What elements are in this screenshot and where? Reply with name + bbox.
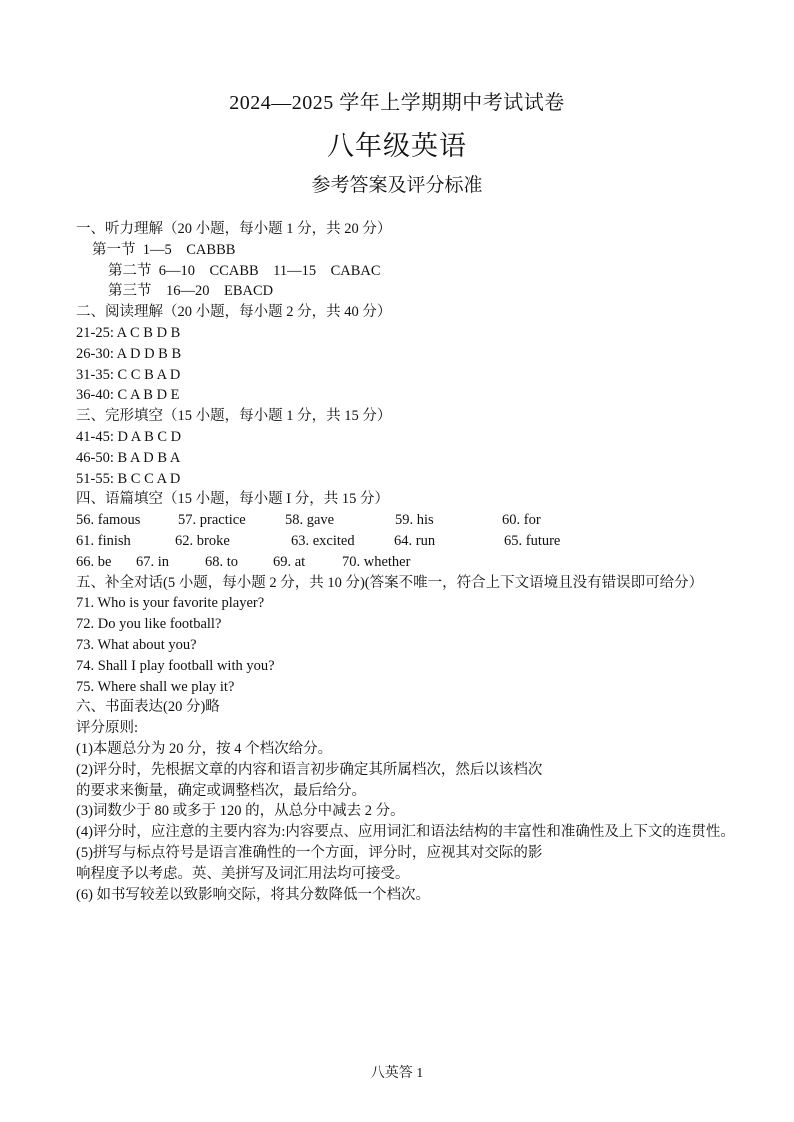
dialogue-answer: 74. Shall I play football with you? (76, 657, 275, 674)
grammar-answer: 63. excited (291, 532, 355, 549)
cloze-answer-line: 51-55: B C C A D (76, 470, 181, 487)
grammar-answer: 59. his (395, 512, 434, 529)
subject-title: 八年级英语 (327, 131, 467, 161)
grammar-answer: 61. finish (76, 532, 131, 549)
grammar-answer: 64. run (394, 532, 436, 549)
grammar-heading: 四、语篇填空（15 小题，每小题 I 分，共 15 分） (76, 491, 389, 508)
page-footer-label: 八英答 1 (370, 1066, 424, 1081)
writing-heading: 六、书面表达(20 分)略 (76, 699, 220, 716)
listening-part-2: 第二节 6—10 CCABB 11—15 CABAC (108, 262, 381, 279)
grammar-answer: 58. gave (285, 512, 335, 529)
grammar-answer: 69. at (273, 553, 306, 570)
listening-part-3: 第三节 16—20 EBACD (108, 283, 274, 300)
scoring-rule: (4)评分时，应注意的主要内容为:内容要点、应用词汇和语法结构的丰富性和准确性及上下文的连贯性。 (76, 824, 735, 841)
grammar-answer: 70. whether (342, 553, 411, 570)
reading-answer-line: 31-35: C C B A D (76, 366, 181, 383)
reading-heading: 二、阅读理解（20 小题，每小题 2 分，共 40 分） (76, 304, 392, 321)
cloze-answer-line: 46-50: B A D B A (76, 449, 181, 466)
answer-key-body (76, 219, 736, 905)
grammar-answer: 57. practice (178, 512, 246, 529)
grammar-answer-row (76, 510, 736, 531)
grammar-answer: 68. to (205, 553, 239, 570)
grammar-answer: 66. be (76, 553, 112, 570)
grammar-answer: 56. famous (76, 512, 141, 529)
cloze-answer-line: 41-45: D A B C D (76, 428, 182, 445)
scoring-rule: (2)评分时，先根据文章的内容和语言初步确定其所属档次，然后以该档次 (76, 761, 543, 778)
scoring-principle-label: 评分原则: (76, 720, 139, 737)
scoring-rule: (1)本题总分为 20 分，按 4 个档次给分。 (76, 740, 333, 757)
grammar-answer-row (76, 531, 736, 552)
cloze-heading: 三、完形填空（15 小题，每小题 1 分，共 15 分） (76, 408, 392, 425)
dialogue-answer: 73. What about you? (76, 636, 197, 653)
reading-answer-line: 26-30: A D D B B (76, 345, 182, 362)
listening-part-1: 第一节 1—5 CABBB (92, 241, 236, 258)
scoring-rule: (3)词数少于 80 或多于 120 的，从总分中减去 2 分。 (76, 803, 405, 820)
dialogue-answer: 72. Do you like football? (76, 616, 222, 633)
grammar-answer: 62. broke (175, 532, 230, 549)
exam-title: 2024—2025 学年上学期期中考试试卷 (229, 92, 565, 114)
dialogue-heading: 五、补全对话(5 小题，每小题 2 分，共 10 分)(答案不唯一，符合上下文语境且没有错误即可给分） (76, 574, 704, 591)
grammar-answer: 60. for (502, 512, 541, 529)
scoring-rule: 响程度予以考虑。英、美拼写及词汇用法均可接受。 (76, 865, 410, 882)
listening-heading: 一、听力理解（20 小题，每小题 1 分，共 20 分） (76, 221, 392, 237)
scoring-rule: 的要求来衡量，确定或调整档次，最后给分。 (76, 782, 366, 799)
reading-answer-line: 36-40: C A B D E (76, 387, 180, 404)
scoring-rule: (6) 如书写较差以致影响交际，将其分数降低一个档次。 (76, 886, 431, 903)
scoring-rule: (5)拼写与标点符号是语言准确性的一个方面，评分时，应视其对交际的影 (76, 844, 543, 861)
dialogue-answer: 75. Where shall we play it? (76, 678, 235, 695)
reading-answer-line: 21-25: A C B D B (76, 324, 181, 341)
grammar-answer-row (76, 552, 736, 573)
grammar-answer: 67. in (136, 553, 170, 570)
grammar-answer: 65. future (504, 532, 561, 549)
answer-key-subtitle: 参考答案及评分标准 (311, 175, 483, 196)
dialogue-answer: 71. Who is your favorite player? (76, 595, 265, 612)
